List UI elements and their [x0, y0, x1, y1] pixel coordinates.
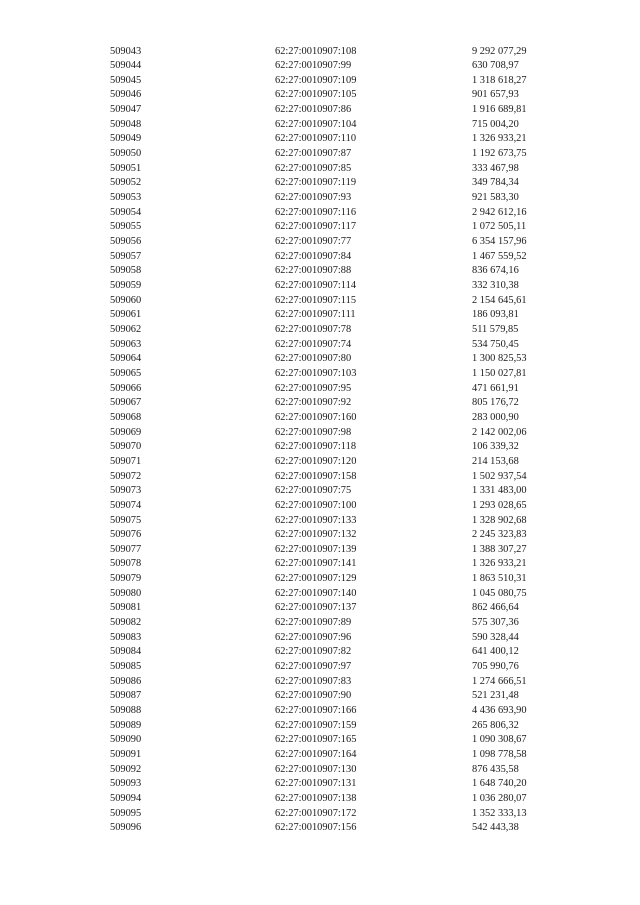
- row-number: 509070: [110, 441, 142, 453]
- cadastral-value: 1 863 510,31: [472, 573, 527, 585]
- row-number: 509058: [110, 265, 142, 277]
- row-number: 509043: [110, 45, 142, 57]
- cadastral-value: 1 502 937,54: [472, 470, 527, 482]
- table-row: [110, 426, 550, 441]
- table-row: [110, 162, 550, 177]
- cadastral-number: 62:27:0010907:133: [275, 514, 357, 526]
- cadastral-number: 62:27:0010907:140: [275, 587, 357, 599]
- row-number: 509073: [110, 485, 142, 497]
- cadastral-value: 9 292 077,29: [472, 45, 527, 57]
- row-number: 509082: [110, 617, 142, 629]
- row-number: 509072: [110, 470, 142, 482]
- row-number: 509067: [110, 397, 142, 409]
- table-row: [110, 323, 550, 338]
- cadastral-number: 62:27:0010907:139: [275, 543, 357, 555]
- table-row: [110, 411, 550, 426]
- cadastral-number: 62:27:0010907:96: [275, 631, 352, 643]
- cadastral-number: 62:27:0010907:82: [275, 646, 352, 658]
- row-number: 509065: [110, 367, 142, 379]
- cadastral-value: 630 708,97: [472, 60, 519, 72]
- table-row: [110, 719, 550, 734]
- row-number: 509051: [110, 162, 142, 174]
- row-number: 509078: [110, 558, 142, 570]
- table-row: [110, 367, 550, 382]
- cadastral-number: 62:27:0010907:103: [275, 367, 357, 379]
- table-row: [110, 191, 550, 206]
- row-number: 509045: [110, 74, 142, 86]
- cadastral-number: 62:27:0010907:138: [275, 792, 357, 804]
- row-number: 509054: [110, 206, 142, 218]
- cadastral-number: 62:27:0010907:109: [275, 74, 357, 86]
- row-number: 509087: [110, 690, 142, 702]
- cadastral-number: 62:27:0010907:166: [275, 705, 357, 717]
- table-row: [110, 631, 550, 646]
- table-row: [110, 675, 550, 690]
- cadastral-number: 62:27:0010907:156: [275, 822, 357, 834]
- cadastral-value: 1 293 028,65: [472, 499, 527, 511]
- cadastral-number: 62:27:0010907:104: [275, 118, 357, 130]
- cadastral-number: 62:27:0010907:165: [275, 734, 357, 746]
- row-number: 509088: [110, 705, 142, 717]
- cadastral-number: 62:27:0010907:114: [275, 280, 357, 291]
- cadastral-number: 62:27:0010907:131: [275, 778, 357, 790]
- table-row: [110, 440, 550, 455]
- cadastral-value: 214 153,68: [472, 455, 519, 467]
- row-number: 509084: [110, 646, 142, 658]
- cadastral-number: 62:27:0010907:118: [275, 441, 357, 453]
- table-row: [110, 147, 550, 162]
- cadastral-number: 62:27:0010907:86: [275, 104, 352, 116]
- table-row: [110, 777, 550, 792]
- cadastral-value: 862 466,64: [472, 602, 519, 614]
- cadastral-value: 106 339,32: [472, 441, 519, 453]
- cadastral-value: 1 388 307,27: [472, 543, 527, 555]
- cadastral-number: 62:27:0010907:137: [275, 602, 357, 614]
- row-number: 509090: [110, 734, 142, 746]
- cadastral-number: 62:27:0010907:90: [275, 690, 352, 702]
- row-number: 509085: [110, 661, 142, 673]
- cadastral-value: 715 004,20: [472, 118, 519, 130]
- cadastral-value: 901 657,93: [472, 89, 519, 101]
- row-number: 509080: [110, 587, 142, 599]
- row-number: 509055: [110, 221, 142, 233]
- cadastral-value: 836 674,16: [472, 265, 519, 277]
- row-number: 509048: [110, 118, 142, 130]
- cadastral-number: 62:27:0010907:158: [275, 470, 357, 482]
- cadastral-value: 1 326 933,21: [472, 558, 527, 570]
- cadastral-value: 349 784,34: [472, 177, 519, 189]
- cadastral-value: 1 648 740,20: [472, 778, 527, 790]
- row-number: 509049: [110, 133, 142, 145]
- row-number: 509083: [110, 631, 142, 643]
- cadastral-number: 62:27:0010907:120: [275, 455, 357, 467]
- cadastral-number: 62:27:0010907:160: [275, 411, 357, 423]
- row-number: 509062: [110, 323, 142, 335]
- table-row: [110, 250, 550, 265]
- table-row: [110, 59, 550, 74]
- table-row: [110, 470, 550, 485]
- row-number: 509081: [110, 602, 142, 614]
- row-number: 509050: [110, 148, 142, 160]
- row-number: 509046: [110, 89, 142, 101]
- cadastral-number: 62:27:0010907:74: [275, 338, 352, 350]
- cadastral-value: 1 300 825,53: [472, 353, 527, 365]
- cadastral-value: 805 176,72: [472, 397, 519, 409]
- row-number: 509052: [110, 177, 142, 189]
- table-row: [110, 572, 550, 587]
- table-row: [110, 206, 550, 221]
- cadastral-value: 1 274 666,51: [472, 675, 527, 687]
- table-row: [110, 396, 550, 411]
- row-number: 509096: [110, 822, 142, 834]
- cadastral-value: 1 331 483,00: [472, 485, 527, 497]
- row-number: 509094: [110, 792, 142, 804]
- cadastral-value: 1 326 933,21: [472, 133, 527, 145]
- table-row: [110, 645, 550, 660]
- cadastral-value: 2 154 645,61: [472, 294, 527, 306]
- cadastral-value: 1 098 778,58: [472, 749, 527, 760]
- cadastral-value: 542 443,38: [472, 822, 519, 834]
- cadastral-value: 471 661,91: [472, 382, 519, 394]
- row-number: 509077: [110, 543, 142, 555]
- table-row: [110, 294, 550, 309]
- table-row: [110, 616, 550, 631]
- cadastral-value: 4 436 693,90: [472, 705, 527, 717]
- cadastral-number: 62:27:0010907:98: [275, 426, 352, 438]
- table-row: [110, 792, 550, 807]
- table-row: [110, 557, 550, 572]
- cadastral-number: 62:27:0010907:100: [275, 499, 357, 511]
- cadastral-number: 62:27:0010907:84: [275, 250, 352, 262]
- cadastral-value: 1 467 559,52: [472, 250, 527, 262]
- row-number: 509093: [110, 778, 142, 790]
- cadastral-number: 62:27:0010907:92: [275, 397, 352, 409]
- table-row: [110, 176, 550, 191]
- row-number: 509060: [110, 294, 142, 306]
- table-row: [110, 689, 550, 704]
- cadastral-number: 62:27:0010907:108: [275, 45, 357, 57]
- table-row: [110, 88, 550, 103]
- table-row: [110, 103, 550, 118]
- row-number: 509079: [110, 573, 142, 585]
- row-number: 509053: [110, 192, 142, 204]
- cadastral-value: 1 072 505,11: [472, 221, 527, 233]
- row-number: 509071: [110, 455, 142, 467]
- row-number: 509044: [110, 60, 142, 72]
- table-row: [110, 118, 550, 133]
- cadastral-number: 62:27:0010907:141: [275, 558, 357, 570]
- cadastral-value: 283 000,90: [472, 411, 519, 423]
- cadastral-number: 62:27:0010907:105: [275, 89, 357, 101]
- cadastral-number: 62:27:0010907:78: [275, 323, 352, 335]
- cadastral-value: 641 400,12: [472, 646, 519, 658]
- row-number: 509095: [110, 807, 142, 819]
- row-number: 509069: [110, 426, 142, 438]
- cadastral-value: 590 328,44: [472, 631, 519, 643]
- table-row: [110, 821, 550, 836]
- table-row: [110, 45, 550, 60]
- cadastral-value: 876 435,58: [472, 763, 519, 775]
- cadastral-number: 62:27:0010907:111: [275, 309, 356, 321]
- table-row: [110, 587, 550, 602]
- row-number: 509089: [110, 719, 142, 731]
- table-row: [110, 660, 550, 675]
- cadastral-value: 575 307,36: [472, 617, 519, 629]
- cadastral-value: 705 990,76: [472, 661, 519, 673]
- row-number: 509061: [110, 309, 142, 321]
- row-number: 509064: [110, 353, 142, 365]
- row-number: 509056: [110, 236, 142, 248]
- table-row: [110, 528, 550, 543]
- row-number: 509068: [110, 411, 142, 423]
- table-row: [110, 733, 550, 748]
- table-row: [110, 220, 550, 235]
- table-row: [110, 382, 550, 397]
- cadastral-value: 921 583,30: [472, 192, 519, 204]
- table-row: [110, 748, 550, 763]
- cadastral-number: 62:27:0010907:95: [275, 382, 352, 394]
- cadastral-value: 265 806,32: [472, 719, 519, 731]
- table-row: [110, 352, 550, 367]
- cadastral-value: 333 467,98: [472, 162, 519, 174]
- table-row: [110, 543, 550, 558]
- table-row: [110, 807, 550, 822]
- cadastral-value: 1 150 027,81: [472, 367, 527, 379]
- cadastral-number: 62:27:0010907:75: [275, 485, 352, 497]
- cadastral-value: 1 036 280,07: [472, 792, 527, 804]
- cadastral-value: 1 090 308,67: [472, 734, 527, 746]
- cadastral-value: 186 093,81: [472, 309, 519, 321]
- cadastral-value: 1 192 673,75: [472, 148, 527, 160]
- cadastral-number: 62:27:0010907:87: [275, 148, 352, 160]
- row-number: 509059: [110, 280, 142, 291]
- row-number: 509066: [110, 382, 142, 394]
- row-number: 509075: [110, 514, 142, 526]
- cadastral-number: 62:27:0010907:77: [275, 236, 352, 248]
- registry-table: [110, 45, 550, 836]
- cadastral-number: 62:27:0010907:129: [275, 573, 357, 585]
- cadastral-number: 62:27:0010907:88: [275, 265, 352, 277]
- table-row: [110, 338, 550, 353]
- table-row: [110, 514, 550, 529]
- table-row: [110, 132, 550, 147]
- cadastral-number: 62:27:0010907:159: [275, 719, 357, 731]
- cadastral-value: 1 352 333,13: [472, 807, 527, 819]
- cadastral-number: 62:27:0010907:97: [275, 661, 352, 673]
- row-number: 509047: [110, 104, 142, 116]
- cadastral-number: 62:27:0010907:116: [275, 206, 357, 218]
- cadastral-value: 1 318 618,27: [472, 74, 527, 86]
- cadastral-value: 1 045 080,75: [472, 587, 527, 599]
- cadastral-number: 62:27:0010907:172: [275, 807, 357, 819]
- cadastral-value: 2 142 002,06: [472, 426, 527, 438]
- table-row: [110, 74, 550, 89]
- table-row: [110, 235, 550, 250]
- cadastral-value: 521 231,48: [472, 690, 519, 702]
- row-number: 509091: [110, 749, 142, 760]
- cadastral-number: 62:27:0010907:110: [275, 133, 357, 145]
- table-row: [110, 484, 550, 499]
- row-number: 509057: [110, 250, 142, 262]
- cadastral-value: 511 579,85: [472, 323, 519, 335]
- table-row: [110, 763, 550, 778]
- row-number: 509063: [110, 338, 142, 350]
- row-number: 509086: [110, 675, 142, 687]
- table-row: [110, 279, 550, 294]
- cadastral-number: 62:27:0010907:164: [275, 749, 357, 760]
- cadastral-number: 62:27:0010907:85: [275, 162, 352, 174]
- table-row: [110, 455, 550, 470]
- registry-table-body: [110, 45, 550, 836]
- table-row: [110, 601, 550, 616]
- cadastral-number: 62:27:0010907:115: [275, 294, 357, 306]
- cadastral-value: 2 245 323,83: [472, 529, 527, 541]
- cadastral-number: 62:27:0010907:99: [275, 60, 352, 72]
- table-row: [110, 704, 550, 719]
- cadastral-number: 62:27:0010907:80: [275, 353, 352, 365]
- cadastral-value: 1 916 689,81: [472, 104, 527, 116]
- cadastral-number: 62:27:0010907:132: [275, 529, 357, 541]
- cadastral-number: 62:27:0010907:93: [275, 192, 352, 204]
- table-row: [110, 264, 550, 279]
- cadastral-value: 534 750,45: [472, 338, 519, 350]
- cadastral-number: 62:27:0010907:117: [275, 221, 357, 233]
- cadastral-value: 2 942 612,16: [472, 206, 527, 218]
- cadastral-value: 1 328 902,68: [472, 514, 527, 526]
- cadastral-value: 332 310,38: [472, 280, 519, 291]
- table-row: [110, 499, 550, 514]
- row-number: 509076: [110, 529, 142, 541]
- row-number: 509092: [110, 763, 142, 775]
- cadastral-number: 62:27:0010907:119: [275, 177, 357, 189]
- table-row: [110, 308, 550, 323]
- cadastral-number: 62:27:0010907:83: [275, 675, 352, 687]
- cadastral-number: 62:27:0010907:89: [275, 617, 352, 629]
- cadastral-value: 6 354 157,96: [472, 236, 527, 248]
- row-number: 509074: [110, 499, 142, 511]
- cadastral-number: 62:27:0010907:130: [275, 763, 357, 775]
